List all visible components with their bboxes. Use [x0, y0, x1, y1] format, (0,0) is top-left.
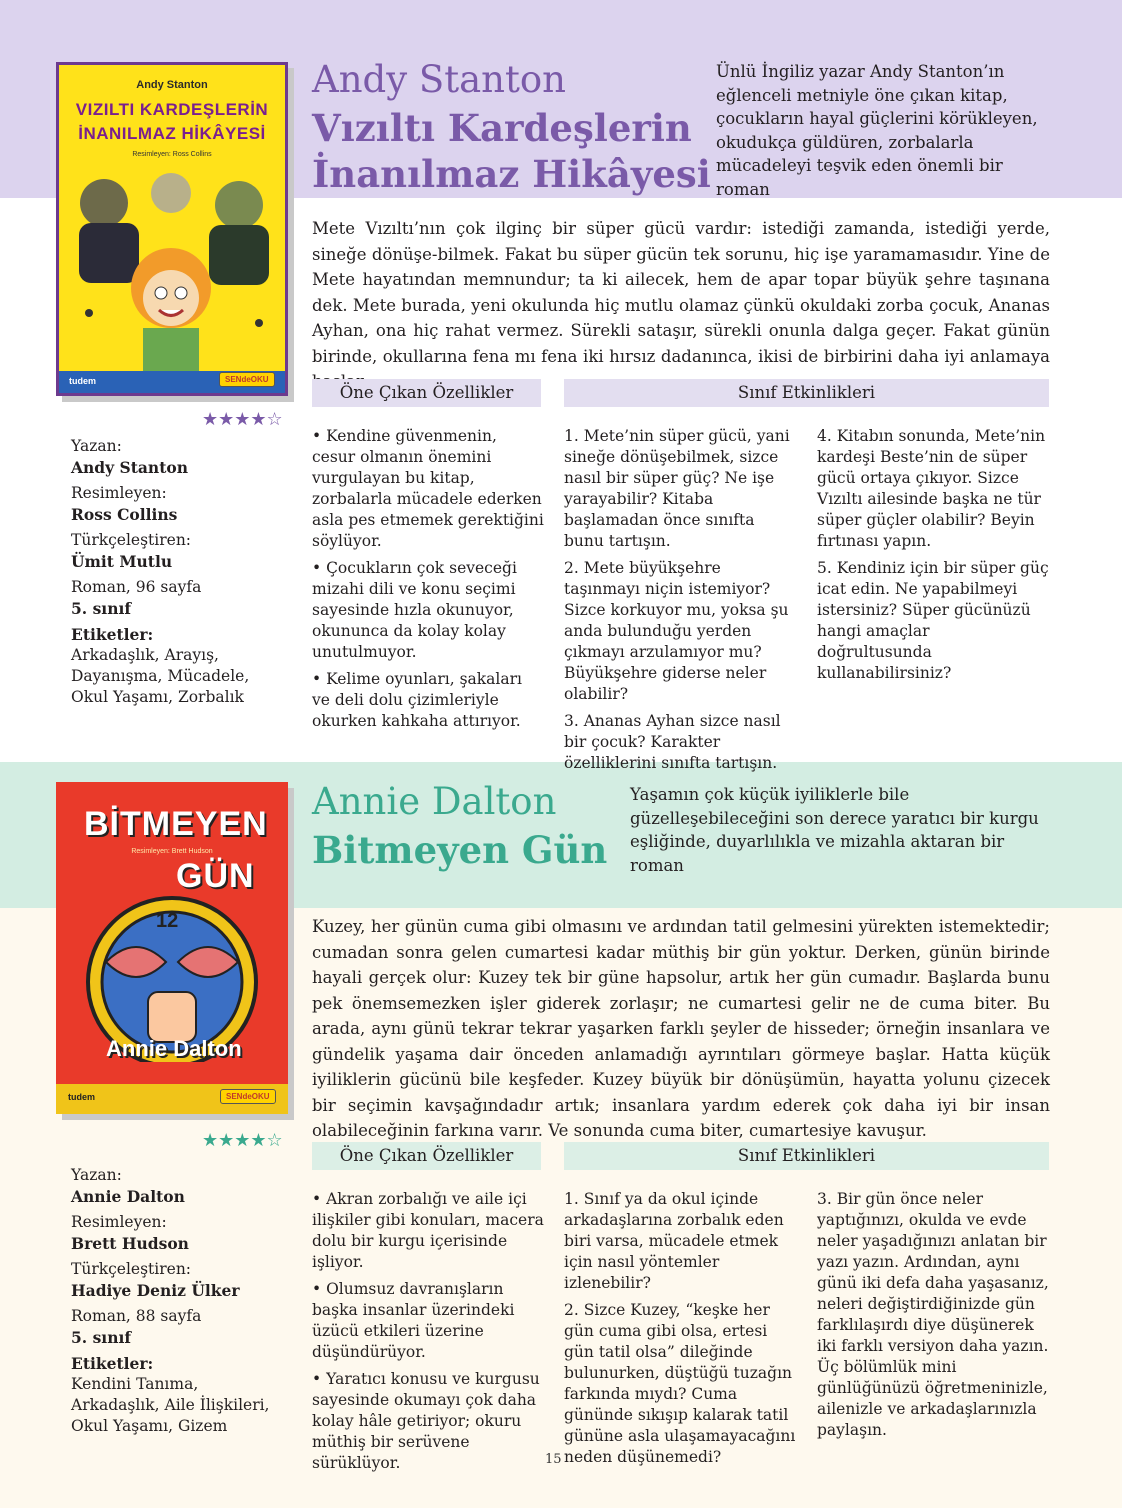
illustrator-label: Resimleyen:: [71, 1213, 167, 1231]
illustrator-value: Brett Hudson: [71, 1234, 189, 1253]
book2-header-author: Annie Dalton: [312, 780, 557, 823]
book2-features-list: [312, 1189, 544, 1480]
activity-item: 2. Sizce Kuzey, “keşke her gün cuma gibi olsa, ertesi gün tatil olsa” dileğinde bulunurken, düştüğü tuzağın farkında mıydı? Cuma gününde sıkışıp kalarak tatil gününe asla ulaşamayacağını neden düşünemedi?: [564, 1301, 796, 1466]
cover-illustrator: Resimleyen: Brett Hudson: [131, 848, 213, 855]
feature-item: • Çocukların çok seveceği mizahi dili ve konu seçimi sayesinde hızla okunuyor, okununca da kolay kolay unutulmuyor.: [312, 559, 517, 661]
format: Roman, 96 sayfa: [71, 578, 202, 596]
illustrator-value: Ross Collins: [71, 505, 178, 524]
feature-item: • Kelime oyunları, şakaları ve deli dolu çizimleriyle okurken kahkaha attırıyor.: [312, 670, 522, 730]
book1-header-title-line2: İnanılmaz Hikâyesi: [312, 152, 711, 196]
book2-features-heading: Öne Çıkan Özellikler: [312, 1142, 541, 1170]
activity-item: 1. Mete’nin süper gücü, yani sineğe dönüşebilmek, sizce nasıl bir süper güç? Ne işe yarayabilir? Kitaba başlamadan önce sınıfta bunu tartışın.: [564, 427, 790, 550]
book2-activities-heading: Sınıf Etkinlikleri: [564, 1142, 1049, 1170]
book1-rating-stars: ★★★★☆: [202, 409, 283, 430]
book1-header-author: Andy Stanton: [312, 58, 566, 101]
cover-title-line1: VIZILTI KARDEŞLERİN: [75, 100, 269, 119]
book2-activities-col1: [564, 1189, 796, 1474]
book2-header-title: Bitmeyen Gün: [312, 828, 608, 872]
grade: 5. sınıf: [71, 599, 132, 618]
tags-value: Kendini Tanıma, Arkadaşlık, Aile İlişkileri, Okul Yaşamı, Gizem: [71, 1375, 270, 1435]
translator-label: Türkçeleştiren:: [71, 531, 192, 549]
author-value: Andy Stanton: [71, 458, 188, 477]
feature-item: • Yaratıcı konusu ve kurgusu sayesinde okumayı çok daha kolay hâle getiriyor; okuru müthiş bir serüvene sürüklüyor.: [312, 1370, 540, 1472]
activity-item: 4. Kitabın sonunda, Mete’nin kardeşi Beste’nin de süper gücü ortaya çıkıyor. Sizce Vızıltı ailesinde başka ne tür süper güçler olabilir? Beyin fırtınası yapın.: [817, 427, 1046, 550]
cover-title-line2: GÜN: [176, 857, 255, 895]
format: Roman, 88 sayfa: [71, 1307, 202, 1325]
cover-series-badge: SENdeOKU: [219, 372, 275, 387]
book1-header-title-line1: Vızıltı Kardeşlerin: [312, 106, 692, 150]
cover-publisher: tudem: [68, 1092, 95, 1102]
author-value: Annie Dalton: [71, 1187, 185, 1206]
activity-item: 3. Ananas Ayhan sizce nasıl bir çocuk? Karakter özelliklerini sınıfta tartışın.: [564, 712, 781, 772]
author-label: Yazan:: [71, 1166, 122, 1184]
translator-value: Ümit Mutlu: [71, 552, 173, 571]
feature-item: • Kendine güvenmenin, cesur olmanın önemini vurgulayan bu kitap, zorbalarla mücadele ederken asla pes etmemek gerektiğini söylüyor.: [312, 427, 544, 550]
activity-item: 3. Bir gün önce neler yaptığınızı, okulda ve evde neler yaşadığınızı anlatan bir yazı yazın. Ardından, aynı günü iki defa daha yaşasanız, neleri değiştirdiğinizde gün farklılaşırdı diye düşünerek iki farklı versiyon daha yazın. Üç bölümlük mini günlüğünüzü öğretmeninizle, ailenizle ve arkadaşlarınızla paylaşın.: [817, 1190, 1049, 1439]
tags-value: Arkadaşlık, Arayış, Dayanışma, Mücadele, Okul Yaşamı, Zorbalık: [71, 646, 250, 706]
translator-value: Hadiye Deniz Ülker: [71, 1281, 240, 1300]
author-label: Yazan:: [71, 437, 122, 455]
cover-illustrator: Resimleyen: Ross Collins: [132, 151, 212, 158]
book1-summary: Mete Vızıltı’nın çok ilginç bir süper gücü vardır: istediği zamanda, istediği yerde, sineğe dönüşe-bilmek. Fakat bu süper gücün tek sorunu, hiç işe yaramamasıdır. Yine de Mete hayatından memnundur; ta ki ailecek, hem de apar topar büyük şehre taşınana dek. Mete burada, yeni okulunda hiç mutlu olamaz çünkü okuldaki zorba çocuk, Ananas Ayhan, ona hiç rahat vermez. Sürekli sataşır, sürekli onunla dalga geçer. Fakat günün birinde, okullarına fena mı fena iki hırsız dadanınca, ikisi de birbirini daha iyi anlamaya: [312, 219, 1050, 366]
tags-label: Etiketler:: [71, 1354, 154, 1373]
feature-item: • Akran zorbalığı ve aile içi ilişkiler gibi konuları, macera dolu bir kurgu içerisinde işliyor.: [312, 1190, 544, 1271]
translator-label: Türkçeleştiren:: [71, 1260, 192, 1278]
cover-clock-number: 12: [156, 910, 179, 932]
cover-author: Andy Stanton: [136, 79, 208, 91]
cover-series-badge: SENdeOKU: [220, 1089, 276, 1104]
book1-cover: [56, 62, 288, 396]
book2-intro: Yaşamın çok küçük iyiliklerle bile güzelleşebileceğini son derece yaratıcı bir kurgu eşliğinde, duyarlılıkla ve mizahla aktaran bir roman: [630, 785, 1039, 875]
activity-item: 1. Sınıf ya da okul içinde arkadaşlarına zorbalık eden biri varsa, mücadele etmek için nasıl yöntemler izlenebilir?: [564, 1190, 784, 1292]
book2-rating-stars: ★★★★☆: [202, 1130, 283, 1151]
book1-features-heading: Öne Çıkan Özellikler: [312, 379, 541, 407]
book1-activities-heading: Sınıf Etkinlikleri: [564, 379, 1049, 407]
book2-cover: [56, 782, 288, 1114]
activity-item: 2. Mete büyükşehre taşınmayı niçin istemiyor? Sizce korkuyor mu, yoksa şu anda bulunduğu yerden çıkmayı arzulamıyor mu? Büyükşehre giderse neler olabilir?: [564, 559, 789, 703]
tags-label: Etiketler:: [71, 625, 154, 644]
page-number: 15: [545, 1452, 562, 1467]
book1-features-list: [312, 426, 544, 738]
book1-meta: [71, 436, 291, 708]
book1-intro: Ünlü İngiliz yazar Andy Stanton’ın eğlenceli metniyle öne çıkan kitap, çocukların hayal güçlerini körükleyen, okudukça güldüren, zorbalarla mücadeleyi teşvik eden önemli bir roman: [716, 62, 1038, 199]
cover-author: Annie Dalton: [106, 1036, 242, 1061]
activity-item: 5. Kendiniz için bir süper güç icat edin. Ne yapabilmeyi istersiniz? Süper gücünüzü hangi amaçlar doğrultusunda kullanabilirsiniz?: [817, 559, 1049, 682]
book1-activities-col1: [564, 426, 796, 780]
feature-item: • Olumsuz davranışların başka insanlar üzerindeki üzücü etkileri üzerine düşündürüyor.: [312, 1280, 515, 1361]
grade: 5. sınıf: [71, 1328, 132, 1347]
book2-summary: Kuzey, her günün cuma gibi olmasını ve ardından tatil gelmesini yürekten istemektedir; cumadan sonra gelen cumartesi kadar müthiş bir gün yoktur. Derken, günün birinde hayali gerçek olur: Kuzey tek bir güne hapsolur, artık her gün cumadır. Başlarda bunu pek önemsemezken işler giderek zorlaşır; ne cumartesi gelir ne de cuma biter. Bu arada, aynı günü tekrar tekrar yaşarken farklı şeyler de hisseder; örneğin insanlara ve gündelik yaşama dair önceden anlamadığı ayrıntıları görmeye başlar. Hatta küçük iyiliklerin gücünü bile keşfeder. Kuzey büyük bir dönüşümün, hayatta yolunu çizecek bir seçimin kavşağındadır artık; insanlara yardım ederek çok daha iyi bir insan olabileceğinin farkına varır. Ve sonunda cuma biter, cumartesiye kavuşur.: [312, 917, 1050, 1140]
cover-illustration: [59, 163, 285, 371]
book1-activities-col2: [817, 426, 1049, 690]
cover-title-line1: BİTMEYEN: [84, 805, 268, 843]
cover-publisher: tudem: [69, 376, 96, 386]
illustrator-label: Resimleyen:: [71, 484, 167, 502]
book2-activities-col2: [817, 1189, 1049, 1447]
cover-title-line2: İNANILMAZ HİKÂYESİ: [78, 124, 266, 143]
book2-meta: [71, 1165, 291, 1437]
